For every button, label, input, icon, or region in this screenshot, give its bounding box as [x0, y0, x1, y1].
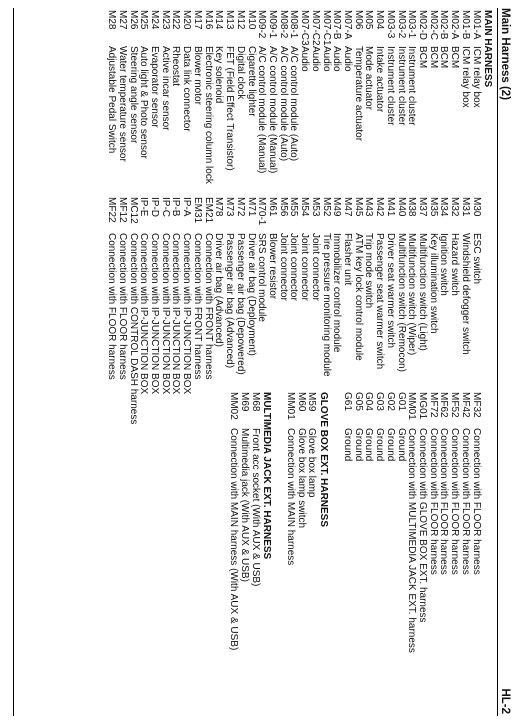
connector-code: MF72 [427, 392, 439, 418]
connector-row [170, 197, 181, 424]
connector-row [223, 10, 234, 184]
connector-code: M60 [295, 392, 307, 412]
connector-code: IP-A [181, 197, 193, 217]
connector-row [148, 10, 159, 184]
connector-description: Ground [341, 428, 353, 462]
connector-code: G03 [374, 392, 386, 411]
connector-code: M26 [127, 10, 139, 30]
connector-description: Connection with FLOOR harness [106, 233, 118, 380]
connector-code: M28 [106, 10, 118, 30]
connector-row [159, 197, 170, 424]
connector-row [331, 197, 342, 424]
connector-code: M10 [245, 10, 257, 30]
connector-row [288, 10, 299, 184]
connector-description: Blower resistor [266, 233, 278, 300]
connector-description: Multifunction switch (Light) [417, 233, 429, 351]
connector-description: Electronic steering column lock [202, 46, 214, 184]
connector-row [105, 197, 116, 424]
top-rule [497, 8, 498, 716]
connector-code: G04 [363, 392, 375, 411]
connector-code: M68 [249, 392, 261, 412]
connector-description: A/C control module (Auto) [288, 46, 300, 162]
connector-row [309, 197, 320, 424]
connector-description: Connection with CONTROL DASH harness [127, 233, 139, 425]
connector-description: Joint connector [309, 233, 321, 301]
connector-row [306, 392, 317, 653]
connector-row [202, 10, 213, 184]
connector-description: Ground [384, 428, 396, 462]
connector-code: IP-D [149, 197, 161, 217]
connector-row [170, 10, 181, 184]
connector-description: Flasher unit [341, 233, 353, 286]
connector-code: EM31 [191, 197, 203, 224]
connector-description: Glove box lamp [306, 428, 318, 498]
connector-description: BCM [417, 46, 429, 69]
connector-code: MG01 [417, 392, 429, 420]
connector-description: Connection with FLOOR harness [470, 428, 482, 575]
connector-description: Connection with IP-JUNCTION BOX [170, 233, 182, 395]
connector-code: IP-E [138, 197, 150, 217]
connector-description: Instrument cluster [406, 46, 418, 126]
connector-code: MF22 [106, 197, 118, 223]
connector-row [406, 197, 417, 424]
connector-code: M07-C1 [320, 10, 332, 46]
connector-row [459, 197, 470, 424]
connector-code: G05 [352, 392, 364, 411]
connector-code: M25 [138, 10, 150, 30]
connector-description: Driver seat warmer switch [384, 233, 396, 349]
connector-row [363, 10, 374, 184]
connector-column-3 [227, 392, 493, 653]
connector-description: Passenger air bag (Advanced) [224, 233, 236, 369]
connector-row [245, 197, 256, 424]
connector-description: Water temperature sensor [116, 46, 128, 162]
connector-row [448, 10, 459, 184]
connector-row [352, 197, 363, 424]
connector-row [191, 10, 202, 184]
connector-code: M07-A [341, 10, 353, 40]
connector-row [438, 197, 449, 424]
connector-row [438, 10, 449, 184]
connector-row [213, 10, 224, 184]
connector-description: Tire pressure monitoring module [320, 233, 332, 377]
connector-row [245, 10, 256, 184]
connector-description: Multifunction switch (Wiper) [406, 233, 418, 356]
connector-code: M05 [363, 10, 375, 30]
connector-description: Audio [309, 46, 321, 72]
connector-column-2 [105, 197, 493, 424]
connector-description: Passenger air bag (Depowered) [234, 233, 246, 375]
connector-code: M24 [149, 10, 161, 30]
connector-code: M03-3 [384, 10, 396, 39]
connector-row [320, 197, 331, 424]
connector-description: Ground [352, 428, 364, 462]
connector-row [470, 197, 481, 424]
connector-description: Front acc socket (With AUX & USB) [249, 428, 261, 587]
heading-spacer [481, 197, 493, 424]
connector-description: Connection with FRONT harness [202, 233, 214, 380]
connector-description: Digital clock [234, 46, 246, 100]
connector-code: M71 [245, 197, 257, 217]
connector-row [180, 10, 191, 184]
section-gap [329, 392, 341, 653]
connector-description: Audio [341, 46, 353, 72]
connector-row [331, 10, 342, 184]
connector-row [341, 197, 352, 424]
connector-row [159, 10, 170, 184]
connector-description: Audio [320, 46, 332, 72]
connector-code: M23 [159, 10, 171, 30]
connector-description: Joint connector [288, 233, 300, 301]
connector-code: M31 [459, 197, 471, 217]
connector-row [277, 197, 288, 424]
connector-description: Trip mode switch [363, 233, 375, 309]
connector-code: MM01 [285, 392, 297, 420]
connector-description: Driver air bag (Advanced) [213, 233, 225, 347]
connector-row [309, 10, 320, 184]
connector-row [213, 197, 224, 424]
connector-row [448, 197, 459, 424]
connector-code: M02-B [438, 10, 450, 40]
connector-code: M40 [395, 197, 407, 217]
connector-row [256, 197, 267, 424]
connector-code: MF62 [438, 392, 450, 418]
connector-code: G61 [341, 392, 353, 411]
connector-row [406, 10, 417, 184]
connector-description: ESC switch [470, 233, 482, 285]
connector-code: M69 [238, 392, 250, 412]
section-gap [272, 392, 284, 653]
connector-description: BCM [438, 46, 450, 69]
connector-code: M20 [181, 10, 193, 30]
connector-code: MF52 [449, 392, 461, 418]
connector-row [406, 392, 417, 653]
connector-code: M22 [170, 10, 182, 30]
connector-code: M56 [277, 197, 289, 217]
connector-row [470, 10, 481, 184]
connector-code: M09-2 [256, 10, 268, 39]
connector-code: M12 [234, 10, 246, 30]
connector-row [427, 197, 438, 424]
connector-code: M45 [352, 197, 364, 217]
page-number: HL-2 [499, 688, 511, 714]
connector-code: M03-1 [406, 10, 418, 39]
connector-row [363, 392, 374, 653]
connector-code: M30 [470, 197, 482, 217]
connector-code: M08-2 [277, 10, 289, 39]
connector-description: Auto light & Photo sensor [138, 46, 150, 159]
connector-description: Connection with IP-JUNCTION BOX [181, 233, 193, 395]
connector-description: Instrument cluster [395, 46, 407, 126]
connector-code: M32 [449, 197, 461, 217]
connector-row [288, 197, 299, 424]
connector-row [234, 197, 245, 424]
connector-description: ATM key lock control module [352, 233, 364, 361]
connector-code: M02-D [417, 10, 429, 41]
connector-code: M61 [266, 197, 278, 217]
connector-code: M07-C2 [309, 10, 321, 46]
connector-code: M16 [202, 10, 214, 30]
heading-spacer [481, 392, 493, 653]
connector-code: EM21 [202, 197, 214, 224]
connector-description: Steering angle sensor [127, 46, 139, 144]
connector-row [438, 392, 449, 653]
connector-code: IP-B [170, 197, 182, 217]
connector-row [138, 10, 149, 184]
connector-code: M08-1 [288, 10, 300, 39]
connector-code: M53 [309, 197, 321, 217]
connector-row [416, 10, 427, 184]
connector-description: Data link connector [181, 46, 193, 132]
connector-row [148, 197, 159, 424]
connector-code: M27 [116, 10, 128, 30]
connector-description: Glove box lamp switch [295, 428, 307, 529]
connector-description: BCM [427, 46, 439, 69]
connector-code: M43 [363, 197, 375, 217]
connector-description: Connection with FRONT harness [191, 233, 203, 380]
connector-description: Multifunction switch (Remocon) [395, 233, 407, 372]
connector-row [138, 197, 149, 424]
connector-code: M03-2 [395, 10, 407, 39]
connector-description: Connection with IP-JUNCTION BOX [138, 233, 150, 395]
connector-description: Immobilizer control module [331, 233, 343, 353]
connector-code: G02 [384, 392, 396, 411]
connector-description: Connection with FLOOR harness [459, 428, 471, 575]
connector-row [341, 10, 352, 184]
connector-description: Joint connector [299, 233, 311, 301]
connector-description: Connection with FLOOR harness [449, 428, 461, 575]
connector-code: MF32 [470, 392, 482, 418]
connector-row [395, 197, 406, 424]
connector-description: Connection with FLOOR harness [427, 428, 439, 575]
connector-row [448, 392, 459, 653]
connector-description: A/C control module (Auto) [277, 46, 289, 162]
connector-code: MC12 [127, 197, 139, 224]
connector-code: IP-C [159, 197, 171, 217]
connector-code: MM02 [228, 392, 240, 420]
connector-description: Connection with MAIN harness (With AUX & USB) [228, 428, 240, 651]
connector-description: Connection with IP-JUNCTION BOX [149, 233, 161, 395]
connector-row [459, 392, 470, 653]
connector-description: Mode actuator [363, 46, 375, 110]
connector-description: Audio [331, 46, 343, 72]
connector-row [384, 197, 395, 424]
connector-code: M54 [299, 197, 311, 217]
connector-description: Adjustable Pedal Switch [106, 46, 118, 154]
connector-row [470, 392, 481, 653]
bottom-rule [13, 8, 14, 716]
connector-description: Ground [374, 428, 386, 462]
connector-row [373, 392, 384, 653]
connector-description: ICM relay box [459, 46, 471, 108]
connector-code: M14 [213, 10, 225, 30]
connector-code: M37 [417, 197, 429, 217]
document-title: Main Harness (2) [499, 8, 511, 101]
connector-row [116, 197, 127, 424]
connector-row [238, 392, 249, 653]
connector-description: A/C control module (Manual) [256, 46, 268, 174]
connector-row [266, 197, 277, 424]
connector-code: M01-A [470, 10, 482, 40]
connector-description: Hazard switch [449, 233, 461, 296]
connector-row [298, 197, 309, 424]
connector-row [373, 10, 384, 184]
connector-row [384, 392, 395, 653]
connector-code: M01-B [459, 10, 471, 40]
connector-description: FET (Field Effect Transistor) [224, 46, 236, 171]
connector-code: M38 [406, 197, 418, 217]
connector-row [127, 10, 138, 184]
connector-code: M49 [331, 197, 343, 217]
connector-code: M42 [374, 197, 386, 217]
connector-row [295, 392, 306, 653]
connector-description: ICM relay box [470, 46, 482, 108]
connector-row [363, 197, 374, 424]
connector-description: Connection with FLOOR harness [116, 233, 128, 380]
connector-description: Temperature actuator [352, 46, 364, 142]
connector-code: M07-C3 [299, 10, 311, 46]
connector-code: M52 [320, 197, 332, 217]
connector-code: M41 [384, 197, 396, 217]
section-heading: MULTIMEDIA JACK EXT. HARNESS [260, 392, 272, 560]
connector-row [320, 10, 331, 184]
connector-code: M78 [213, 197, 225, 217]
connector-code: M02-C [427, 10, 439, 41]
connector-row [395, 10, 406, 184]
connector-code: M70-1 [256, 197, 268, 226]
connector-row [395, 392, 406, 653]
connector-row [416, 197, 427, 424]
connector-row [277, 10, 288, 184]
connector-row [223, 197, 234, 424]
connector-description: Connection with MAIN harness [285, 428, 297, 566]
connector-row [180, 197, 191, 424]
connector-code: M55 [288, 197, 300, 217]
connector-column-1 [105, 10, 493, 184]
connector-description: Windshield defogger switch [459, 233, 471, 355]
connector-code: M35 [427, 197, 439, 217]
connector-row [373, 197, 384, 424]
connector-row [191, 197, 202, 424]
connector-description: Joint connector [277, 233, 289, 301]
connector-row [341, 392, 352, 653]
connector-row [459, 10, 470, 184]
connector-code: M13 [224, 10, 236, 30]
connector-description: Driver air bag (Deployment) [245, 233, 257, 356]
connector-description: Passenger seat warmer switch [374, 233, 386, 370]
connector-description: Evaporator sensor [149, 46, 161, 128]
connector-row [234, 10, 245, 184]
connector-row [127, 197, 138, 424]
connector-code: M47 [341, 197, 353, 217]
connector-code: M17 [191, 10, 203, 30]
connector-code: M06 [352, 10, 364, 30]
connector-row [227, 392, 238, 653]
connector-code: M02-A [449, 10, 461, 40]
section-heading: GLOVE BOX EXT. HARNESS [317, 392, 329, 528]
connector-row [352, 392, 363, 653]
connector-code: M34 [438, 197, 450, 217]
connector-description: Ignition switch [438, 233, 450, 296]
connector-description: Key solenoid [213, 46, 225, 104]
connector-row [116, 10, 127, 184]
connector-description: BCM [449, 46, 461, 69]
connector-code: M59 [306, 392, 318, 412]
connector-row [249, 392, 260, 653]
connector-code: MF12 [116, 197, 128, 223]
connector-description: Instrument cluster [384, 46, 396, 126]
connector-code: MM01 [406, 392, 418, 420]
connector-description: Audio [299, 46, 311, 72]
connector-code: M72 [234, 197, 246, 217]
connector-row [256, 10, 267, 184]
connector-description: Multimedia jack (With AUX & USB) [238, 428, 250, 582]
section-heading: MAIN HARNESS [482, 10, 493, 88]
connector-description: Cigarette lighter [245, 46, 257, 117]
connector-code: M04 [374, 10, 386, 30]
connector-description: Connection with MULTIMEDIA JACK EXT. harness [406, 428, 418, 653]
connector-row [384, 10, 395, 184]
connector-description: Connection with FLOOR harness [438, 428, 450, 575]
connector-row [427, 392, 438, 653]
connector-row [266, 10, 277, 184]
connector-code: G01 [395, 392, 407, 411]
connector-row [105, 10, 116, 184]
connector-description: Blower motor [191, 46, 203, 105]
connector-description: Ground [363, 428, 375, 462]
connector-description: A/C control module (Manual) [266, 46, 278, 174]
connector-description: Ground [395, 428, 407, 462]
connector-row [298, 10, 309, 184]
connector-description: Rheostat [170, 46, 182, 87]
connector-description: Key illumination switch [427, 233, 439, 334]
connector-code: M09-1 [266, 10, 278, 39]
connector-row [284, 392, 295, 653]
connector-description: Connection with GLOVE BOX EXT. harness [417, 428, 429, 623]
connector-description: SRS control module [256, 233, 268, 322]
connector-code: M07-B [331, 10, 343, 40]
connector-code: MF42 [459, 392, 471, 418]
connector-row [202, 197, 213, 424]
connector-description: Active incar sensor [159, 46, 171, 131]
connector-row [352, 10, 363, 184]
connector-row [416, 392, 427, 653]
connector-description: Connection with IP-JUNCTION BOX [159, 233, 171, 395]
connector-code: M73 [224, 197, 236, 217]
connector-description: Intake actuator [374, 46, 386, 113]
connector-row [427, 10, 438, 184]
